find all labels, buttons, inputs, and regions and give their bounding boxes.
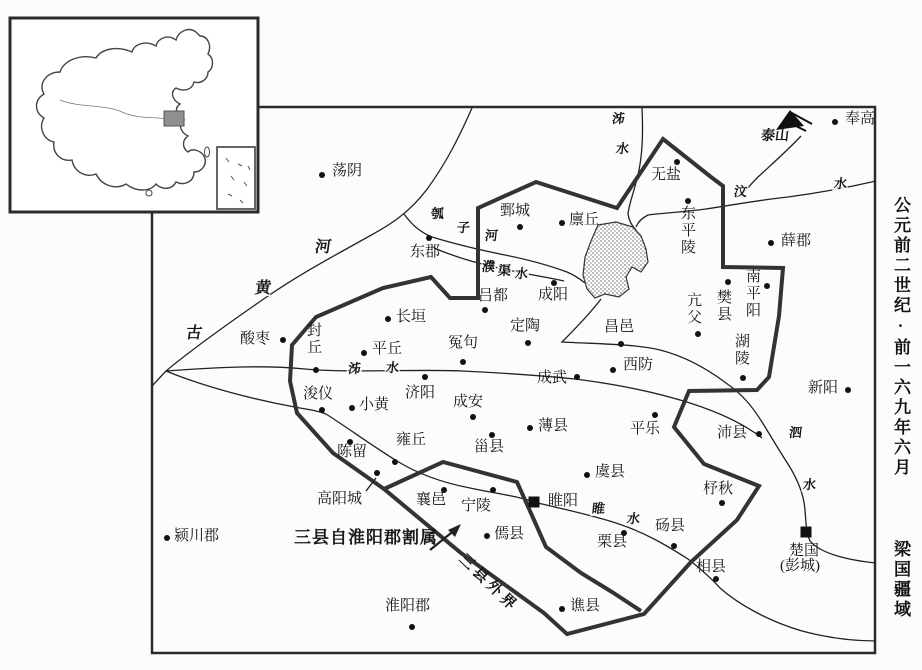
city-dot xyxy=(490,487,496,493)
city-label: 浚仪 xyxy=(303,386,334,402)
city-dot xyxy=(695,331,701,337)
city-label: 长垣 xyxy=(396,309,427,325)
river-sui-shui xyxy=(166,371,876,641)
city-dot xyxy=(361,350,367,356)
city-dot xyxy=(374,470,380,476)
city-dot xyxy=(832,119,838,125)
city-label: 薄县 xyxy=(538,418,569,434)
city-label: 高阳城 xyxy=(317,491,363,507)
city-label-vertical: 亢父 xyxy=(685,292,701,326)
city-dot xyxy=(574,374,580,380)
city-label-vertical: 湖陵 xyxy=(733,333,749,367)
city-label: 新阳 xyxy=(808,380,839,396)
river-label-char: 瓠 xyxy=(430,206,445,221)
city-dot xyxy=(319,172,325,178)
city-label-vertical: 樊县 xyxy=(715,289,731,323)
city-label: 平乐 xyxy=(630,421,661,437)
river-label-char: 泲 xyxy=(611,111,626,126)
city-dot xyxy=(768,240,774,246)
city-label: 成阳 xyxy=(538,287,569,303)
annotation-three-counties-transfer: 三县自淮阳郡割属 xyxy=(294,528,438,547)
city-dot xyxy=(652,412,658,418)
city-dot xyxy=(460,359,466,365)
city-dot xyxy=(845,387,851,393)
river-label-char: 河 xyxy=(484,228,499,243)
river-label-char: 泲 xyxy=(347,361,362,376)
city-dot xyxy=(618,341,624,347)
city-label: 栗县 xyxy=(597,534,628,550)
city-label: 奉高 xyxy=(845,111,876,127)
map-title-era: 公元前二世纪·前一六九年六月 xyxy=(891,196,910,478)
city-label: 济阳 xyxy=(405,385,436,401)
lake-juye xyxy=(583,222,648,298)
city-dot xyxy=(610,367,616,373)
city-label: 甾县 xyxy=(474,439,505,455)
city-label: 襄邑 xyxy=(416,492,447,508)
city-dot xyxy=(422,374,428,380)
city-dot xyxy=(409,624,415,630)
city-dot xyxy=(725,279,731,285)
city-dot xyxy=(685,198,691,204)
city-label: 无盐 xyxy=(651,167,682,183)
river-label-char: 水 xyxy=(833,176,848,191)
city-dot xyxy=(482,307,488,313)
city-label: 颍川郡 xyxy=(174,528,220,544)
city-label: 傿县 xyxy=(494,526,525,542)
city-label: 薛郡 xyxy=(781,233,812,249)
annotation-three-counties-outer-border: 三县外界 xyxy=(455,551,522,616)
city-label: 小黄 xyxy=(359,397,390,413)
river-ji-shui-north xyxy=(628,108,643,230)
city-dot xyxy=(164,535,170,541)
map-title-territory: 梁国疆域 xyxy=(891,540,910,620)
river-label-char: 古 xyxy=(184,325,204,342)
city-dot xyxy=(313,367,319,373)
city-dot xyxy=(584,472,590,478)
city-dot xyxy=(719,500,725,506)
city-label: 荡阴 xyxy=(332,163,363,179)
mountain-label: 泰山 xyxy=(760,129,790,144)
river-label-char: 水 xyxy=(626,511,641,526)
river-label-char: 水 xyxy=(514,266,529,281)
city-label: 杼秋 xyxy=(703,481,734,497)
city-label: 陈留 xyxy=(337,444,368,460)
city-label-vertical: 南平阳 xyxy=(744,268,760,319)
city-label: 沛县 xyxy=(717,425,748,441)
river-label-char: 睢 xyxy=(591,501,606,516)
city-label: 成武 xyxy=(537,370,568,386)
city-label: 定陶 xyxy=(510,318,541,334)
title-spacer xyxy=(900,500,901,518)
city-dot xyxy=(764,283,770,289)
city-label: 酸枣 xyxy=(240,331,271,347)
city-label-vertical: 东平陵 xyxy=(679,205,695,256)
river-label-char: 水 xyxy=(385,360,400,375)
capital-square xyxy=(529,497,540,508)
city-label: 平丘 xyxy=(372,341,403,357)
river-label-char: 水 xyxy=(615,141,630,156)
city-label: 相县 xyxy=(696,559,727,575)
city-label: 成安 xyxy=(453,394,484,410)
liang-region-highlight xyxy=(164,111,184,126)
capital-label: (彭城) xyxy=(780,558,820,574)
taishan-mountain-icon xyxy=(776,110,812,131)
city-dot xyxy=(559,220,565,226)
city-dot xyxy=(517,224,523,230)
city-dot xyxy=(713,576,719,582)
city-label: 虞县 xyxy=(595,464,626,480)
river-taishan-stream xyxy=(741,136,801,197)
river-label-char: 濮 xyxy=(481,259,496,274)
city-label: 西防 xyxy=(623,357,654,373)
city-label: 砀县 xyxy=(655,518,686,534)
city-dot xyxy=(489,432,495,438)
capital-label: 睢阳 xyxy=(548,493,579,509)
city-dot xyxy=(319,407,325,413)
city-dot xyxy=(527,425,533,431)
city-dot xyxy=(385,316,391,322)
city-label: 鄄城 xyxy=(500,203,531,219)
city-dot xyxy=(756,431,762,437)
river-label-char: 汶 xyxy=(733,184,748,199)
capital-label: 楚国 xyxy=(789,543,820,559)
city-dot xyxy=(484,533,490,539)
city-label: 昌邑 xyxy=(604,319,635,335)
city-dot xyxy=(671,543,677,549)
river-label-char: 泗 xyxy=(788,425,803,440)
river-label-char: 河 xyxy=(313,239,333,256)
city-label: 宁陵 xyxy=(461,498,492,514)
south-china-sea-inset xyxy=(217,147,255,209)
city-label: 廪丘 xyxy=(569,212,600,228)
city-dot xyxy=(740,375,746,381)
city-dot xyxy=(551,280,557,286)
city-dot xyxy=(349,405,355,411)
city-dot xyxy=(525,340,531,346)
city-dot xyxy=(280,337,286,343)
city-label: 冤句 xyxy=(448,335,479,351)
city-label: 淮阳郡 xyxy=(385,598,431,614)
river-label-char: 渠 xyxy=(497,263,512,278)
city-label: 雍丘 xyxy=(396,432,427,448)
city-label: 东郡 xyxy=(410,244,441,260)
map-title-vertical xyxy=(888,196,913,620)
city-dot xyxy=(470,414,476,420)
china-locator-inset xyxy=(10,18,258,212)
city-label-vertical: 封丘 xyxy=(305,322,321,356)
city-dot xyxy=(392,459,398,465)
city-label: 吕都 xyxy=(478,288,509,304)
river-label-char: 水 xyxy=(802,477,817,492)
city-dot xyxy=(426,235,432,241)
city-label: 谯县 xyxy=(570,598,601,614)
city-dot xyxy=(559,606,565,612)
city-dot xyxy=(674,159,680,165)
river-label-char: 黄 xyxy=(253,280,273,297)
river-label-char: 子 xyxy=(456,220,471,235)
capital-square xyxy=(801,527,812,538)
